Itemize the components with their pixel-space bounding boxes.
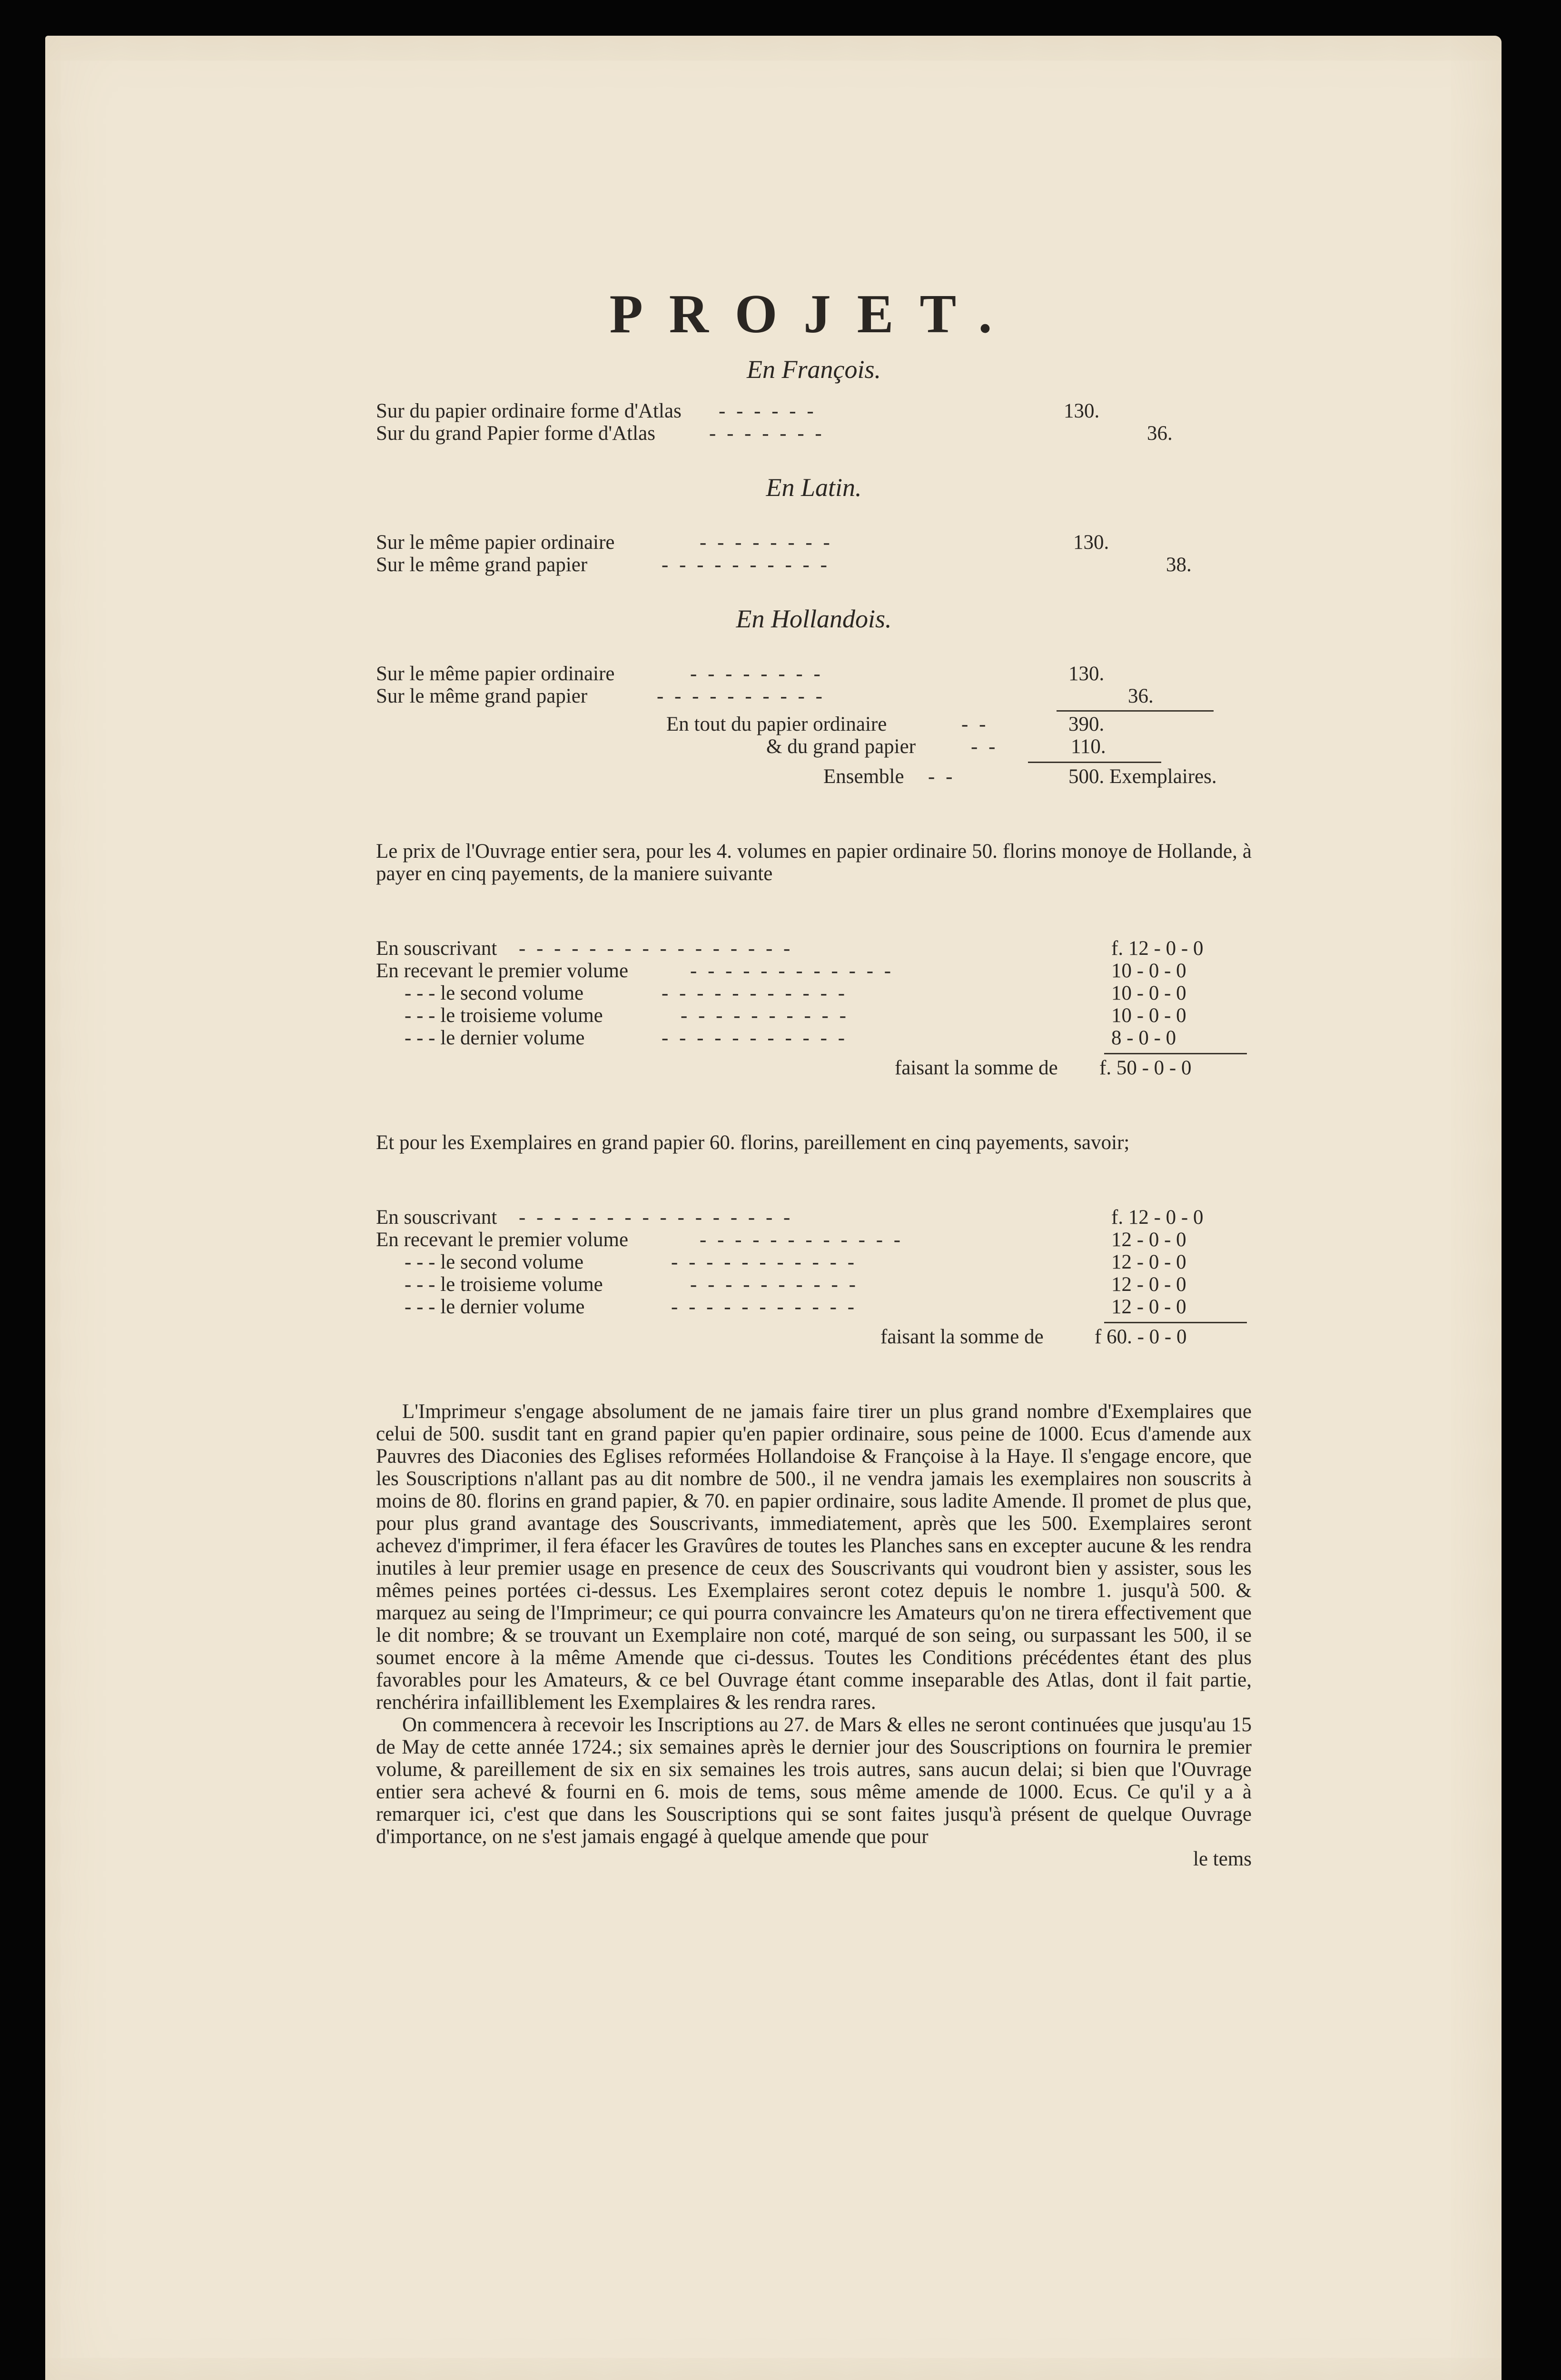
table-row	[376, 735, 1252, 758]
row-value: 390.	[1068, 713, 1105, 735]
payment-label: - - - le troisieme volume	[405, 1273, 603, 1296]
payment-value: 10 - 0 - 0	[1111, 960, 1186, 982]
payment-label: - - - le dernier volume	[405, 1027, 585, 1049]
payment-value: 12 - 0 - 0	[1111, 1273, 1186, 1296]
payment-row	[376, 1273, 1252, 1296]
sum-value: f 60. - 0 - 0	[1095, 1326, 1187, 1348]
payment-label: En souscrivant	[376, 1206, 497, 1229]
row-value: 110.	[1071, 735, 1106, 758]
payment-label: - - - le troisieme volume	[405, 1004, 603, 1027]
row-label: Sur du papier ordinaire forme d'Atlas	[376, 400, 682, 422]
payment-label: En recevant le premier volume	[376, 960, 629, 982]
row-value: 500. Exemplaires.	[1068, 765, 1217, 788]
sum-rule	[1104, 1322, 1247, 1323]
sum-rule	[1057, 710, 1214, 712]
sum-value: f. 50 - 0 - 0	[1099, 1057, 1192, 1079]
row-leader: - - - - - - - - - -	[657, 685, 825, 707]
payment-leader: - - - - - - - - - -	[690, 1273, 859, 1296]
table-row	[376, 713, 1252, 735]
payment-label: - - - le dernier volume	[405, 1296, 585, 1318]
payment-row	[376, 1251, 1252, 1273]
payment-value: 10 - 0 - 0	[1111, 982, 1186, 1004]
row-label: & du grand papier	[766, 735, 916, 758]
paragraph-conditions: L'Imprimeur s'engage absolument de ne jamais faire tirer un plus grand nombre d'Exemplaires que celui de 500. susdit tant en grand papier qu'en papier ordinaire, sous peine de 1000. Ecus d'amende aux Pauvres des Diaconies des Eglises reformées Hollandoise & Françoise à la Haye. Il s'engage encore, que les Souscriptions n'allant pas au dit nombre de 500., il ne vendra jamais les exemplaires non souscrits à moins de 80. florins en grand papier, & 70. en papier ordinaire, sous ladite Amende. Il promet de plus que, pour plus grand avantage des Souscrivants, immediatement, après que les 500. Exemplaires seront achevez d'imprimer, il fera éfacer les Gravûres de toutes les Planches sans en excepter aucune & les rendra inutiles à leur premier usage en presence de ceux des Souscrivants qui voudront bien y assister, sous les mêmes peines portées ci-dessus. Les Exemplaires seront cotez depuis le nombre 1. jusqu'à 500. & marquez au seing de l'Imprimeur; ce qui pourra convaincre les Amateurs qu'on ne tirera effectivement que le dit nombre; & se trouvant un Exemplaire non coté, marqué de son seing, ou surpassant les 500, il se soumet encore à la même Amende que ci-dessus. Toutes les Conditions précédentes étant des plus favorables pour les Amateurs, & ce bel Ouvrage étant comme inseparable des Atlas, dont il fait partie, renchérira infailliblement les Exemplaires & les rendra rares.	[376, 1400, 1252, 1714]
payment-row	[376, 1206, 1252, 1229]
payment-row	[376, 1027, 1252, 1049]
payment-value: 12 - 0 - 0	[1111, 1229, 1186, 1251]
price-intro: Le prix de l'Ouvrage entier sera, pour les 4. volumes en papier ordinaire 50. florins monoye de Hollande, à payer en cinq payements, de la maniere suivante	[376, 840, 1252, 885]
row-value: 36.	[1128, 685, 1154, 707]
sum-label: faisant la somme de	[880, 1326, 1044, 1348]
payment-value: 10 - 0 - 0	[1111, 1004, 1186, 1027]
row-value: 130.	[1068, 663, 1105, 685]
row-leader: - - - - - -	[719, 400, 817, 422]
row-value: 36.	[1147, 422, 1173, 445]
row-value: 38.	[1166, 554, 1192, 576]
row-label: Sur le même papier ordinaire	[376, 663, 615, 685]
row-leader: - -	[961, 713, 989, 735]
table-row	[376, 663, 1252, 685]
row-leader: - - - - - - - -	[700, 531, 833, 554]
page-title: PROJET.	[609, 284, 1018, 344]
table-row	[376, 422, 1252, 445]
sum-row	[376, 1326, 1252, 1348]
payment-label: - - - le second volume	[405, 982, 584, 1004]
row-leader: - - - - - - - - - -	[662, 554, 830, 576]
payment-row	[376, 982, 1252, 1004]
payment-leader: - - - - - - - - - - -	[662, 1027, 848, 1049]
row-label: Ensemble	[823, 765, 904, 788]
section-heading-hollandois: En Hollandois.	[736, 605, 892, 633]
payment-row	[376, 937, 1252, 960]
rule-row	[376, 1318, 1252, 1326]
table-row	[376, 685, 1252, 707]
payment-leader: - - - - - - - - - - -	[671, 1296, 858, 1318]
document-body	[376, 286, 1252, 1870]
row-value: 130.	[1073, 531, 1109, 554]
table-row	[376, 400, 1252, 422]
sum-rule	[1028, 762, 1161, 763]
paragraph-schedule: On commencera à recevoir les Inscriptions au 27. de Mars & elles ne seront continuées que jusqu'au 15 de May de cette année 1724.; six semaines après le dernier jour des Souscriptions on fournira le premier volume, & pareillement de six en six semaines les trois autres, sans aucun delai; si bien que l'Ouvrage entier sera achevé & fourni en 6. mois de tems, sous même amende de 1000. Ecus. Ce qu'il y a à remarquer ici, c'est que dans les Souscriptions qui se sont faites jusqu'à présent de quelque Ouvrage d'importance, on ne s'est jamais engagé à quelque amende que pour	[376, 1714, 1252, 1848]
table-row	[376, 765, 1252, 788]
row-value: 130.	[1064, 400, 1100, 422]
row-label: Sur le même grand papier	[376, 685, 588, 707]
payment-label: En souscrivant	[376, 937, 497, 960]
payment-value: 12 - 0 - 0	[1111, 1296, 1186, 1318]
payment-label: - - - le second volume	[405, 1251, 584, 1273]
section-heading-francois: En François.	[747, 355, 881, 384]
row-leader: - - - - - - - -	[690, 663, 823, 685]
rule-row	[376, 1049, 1252, 1057]
payment-value: f. 12 - 0 - 0	[1111, 1206, 1204, 1229]
table-row	[376, 554, 1252, 576]
payment-leader: - - - - - - - - - -	[681, 1004, 849, 1027]
section-heading-latin: En Latin.	[766, 473, 862, 502]
catchword: le tems	[1193, 1848, 1252, 1870]
row-label: Sur le même papier ordinaire	[376, 531, 615, 554]
sum-row	[376, 1057, 1252, 1079]
row-leader: - -	[928, 765, 956, 788]
row-label: En tout du papier ordinaire	[666, 713, 887, 735]
row-leader: - - - - - - -	[709, 422, 825, 445]
rule-row	[376, 758, 1252, 765]
payment-leader: - - - - - - - - - - -	[662, 982, 848, 1004]
payment-row	[376, 960, 1252, 982]
row-label: Sur du grand Papier forme d'Atlas	[376, 422, 655, 445]
payment-row	[376, 1004, 1252, 1027]
row-label: Sur le même grand papier	[376, 554, 588, 576]
payment-label: En recevant le premier volume	[376, 1229, 629, 1251]
sum-label: faisant la somme de	[895, 1057, 1058, 1079]
payment-value: 8 - 0 - 0	[1111, 1027, 1176, 1049]
table-row	[376, 531, 1252, 554]
payment-leader: - - - - - - - - - - - - - - - -	[519, 1206, 793, 1229]
payment-leader: - - - - - - - - - - - -	[690, 960, 894, 982]
payment-leader: - - - - - - - - - - - -	[700, 1229, 904, 1251]
sum-rule	[1104, 1053, 1247, 1054]
grand-intro: Et pour les Exemplaires en grand papier 60. florins, pareillement en cinq payements, savoir;	[376, 1131, 1130, 1154]
payment-value: f. 12 - 0 - 0	[1111, 937, 1204, 960]
payment-leader: - - - - - - - - - - - - - - - -	[519, 937, 793, 960]
payment-leader: - - - - - - - - - - -	[671, 1251, 858, 1273]
rule-row	[376, 707, 1252, 713]
payment-row	[376, 1229, 1252, 1251]
row-leader: - -	[971, 735, 998, 758]
payment-value: 12 - 0 - 0	[1111, 1251, 1186, 1273]
payment-row	[376, 1296, 1252, 1318]
